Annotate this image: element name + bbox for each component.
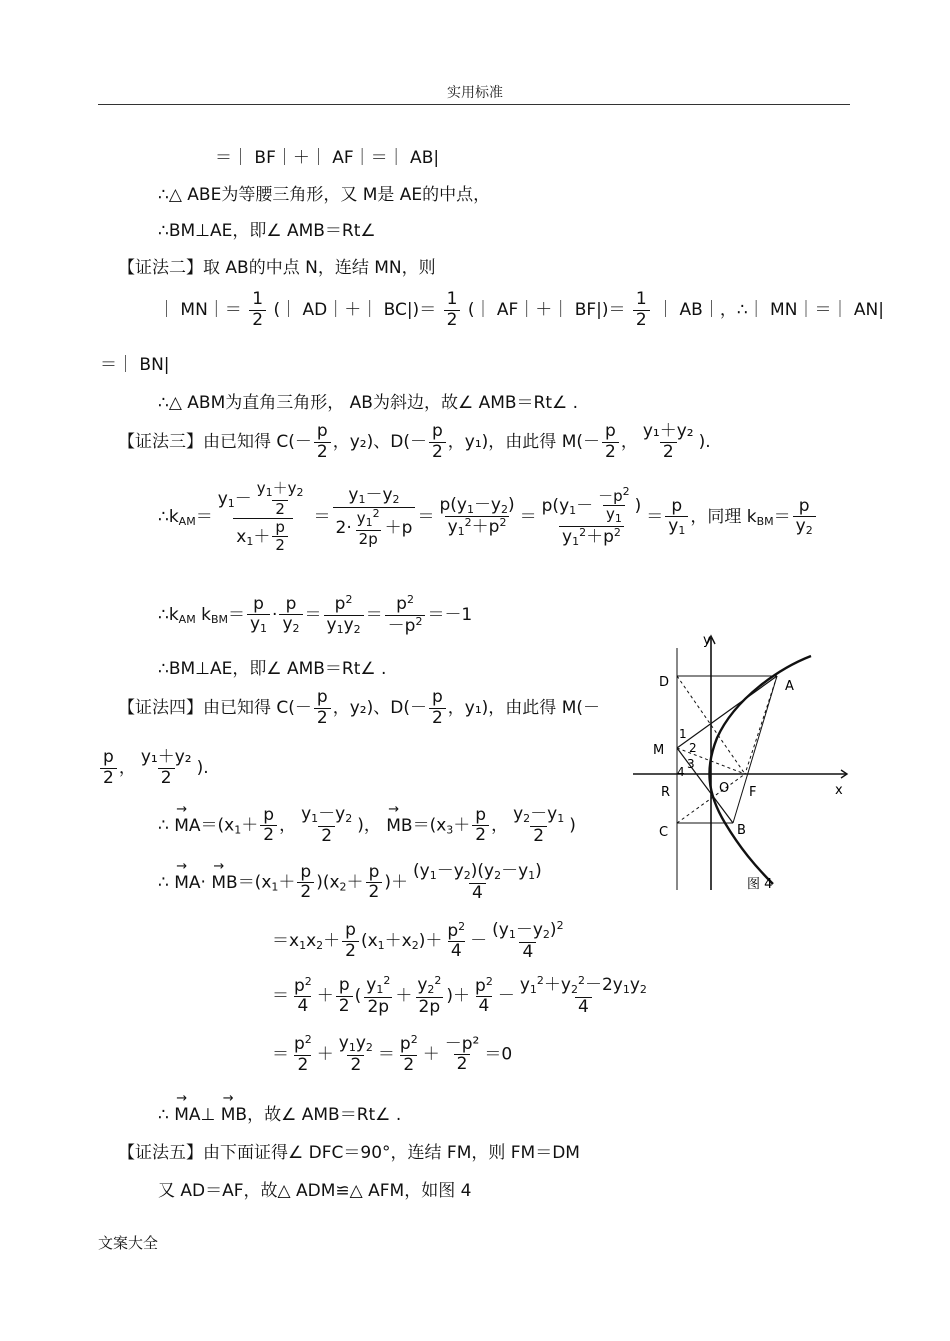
- label-y: y: [703, 633, 711, 648]
- parabola-figure: [625, 628, 857, 898]
- line-ma: [677, 676, 777, 748]
- text-line-7: ∴△ ABM为直角三角形， AB为斜边，故∠ AMB＝Rt∠ .: [158, 393, 579, 413]
- proof5-title: 【证法五】由下面证得∠ DFC＝90°，连结 FM，则 FM＝DM: [118, 1143, 580, 1163]
- eq-line-1: ＝｜ BF｜＋｜ AF｜＝｜ AB|: [215, 148, 440, 168]
- dot-product-line-3: ＝ $\frac{p^2}{4}$ ＋ $\frac{p}{2}$ ( $\frac{y_1^2}{2p}$ ＋ $\frac{y_2^2}{2p}$ )＋ $\frac{p^2}{4}$ － $\frac{y_1^2+y_2^2-2y_1y_2}{4}$: [272, 974, 647, 1017]
- text-line-11: ∴BM⊥AE，即∠ AMB＝Rt∠ .: [158, 659, 387, 679]
- perpendicular-line: ∴ → MA⊥ → MB，故∠ AMB＝Rt∠ .: [158, 1100, 401, 1125]
- text-line-6: ＝｜ BN|: [100, 355, 170, 375]
- proof2-equation: ｜ MN｜＝ $\frac{1}{2}$ (｜ AD｜＋｜ BC|)＝ $\frac{1}{2}$ (｜ AF｜＋｜ BF|)＝ $\frac{1}{2}$ ｜ AB｜，∴｜ MN｜＝｜ AN|: [158, 289, 884, 330]
- label-a: A: [785, 679, 794, 694]
- proof3-title: 【证法三】由已知得 C(－ $\frac{p}{2}$ ，y₂)、D(－ $\frac{p}{2}$ ，y₁)，由此得 M(－ $\frac{p}{2}$ ， $\frac{\text{y₁＋y₂}}{2}$ ).: [118, 421, 711, 462]
- line-ab: [733, 676, 777, 823]
- label-3: 3: [687, 757, 695, 771]
- dot-product-line-1: ∴ → $MA\cdot \to MB=(x_1+$ $\frac{p}{2}$ )($x_2+$ $\frac{p}{2}$ )＋ $\frac{(y_1-y_2)(y_2-y_1)}{4}$: [158, 862, 547, 903]
- dot-product-line-4: ＝ $\frac{p^2}{2}$ ＋ $\frac{y_1y_2}{2}$ ＝ $\frac{p^2}{2}$ ＋ $\frac{\text{－p²}}{2}$ ＝0: [272, 1033, 513, 1075]
- proof2-title: 【证法二】取 AB的中点 N，连结 MN，则: [118, 258, 436, 278]
- label-2: 2: [689, 741, 697, 755]
- label-f: F: [749, 785, 757, 800]
- page-header: 实用标准: [447, 85, 503, 101]
- label-d: D: [659, 675, 670, 690]
- label-x: x: [835, 783, 843, 798]
- label-r: R: [661, 785, 671, 800]
- parabola-curve: [709, 656, 811, 884]
- proof4-title: 【证法四】由已知得 C(－ $\frac{p}{2}$ ，y₂)、D(－ $\frac{p}{2}$ ，y₁)，由此得 M(－: [118, 687, 601, 728]
- figure-caption: 图 4: [747, 877, 773, 892]
- text-line-2: ∴△ ABE为等腰三角形，又 M是 AE的中点，: [158, 185, 491, 205]
- label-4: 4: [677, 765, 685, 779]
- label-c: C: [659, 825, 669, 840]
- kam-kbm-product: $\therefore k_{AM}$ $k_{BM}=$ $\frac{p}{y_1}$ · $\frac{p}{y_2}$ ＝ $\frac{p^2}{y_1y_2}$ ＝ $\frac{p^2}{-p^2}$ ＝－1: [158, 593, 473, 636]
- page-footer: 文案大全: [98, 1234, 159, 1252]
- header-rule: [98, 104, 850, 105]
- proof4-continued: $\frac{p}{2}$ ， $\frac{\text{y₁＋y₂}}{2}$ ).: [98, 748, 209, 788]
- label-o: O: [719, 781, 730, 796]
- text-line-3: ∴BM⊥AE，即∠ AMB＝Rt∠: [158, 221, 376, 241]
- vectors-ma-mb: ∴ → $MA=(x_1+$ $\frac{p}{2}$ ， $\frac{y_1-y_2}{2}$ )， → $MB=(x_3+$ $\frac{p}{2}$ ， $\frac{y_2-y_1}{2}$ ): [158, 805, 576, 846]
- dot-product-line-2: $=x_1x_2+$ $\frac{p}{2}$ $(x_1+x_2)+$ $\frac{p^2}{4}$ － $\frac{(y_1-y_2)^2}{4}$: [272, 919, 564, 962]
- kam-equation: $\therefore k_{AM}=$ $y_1-$ $\frac{y_1+y_2}{2}$ $x_1+$ $\frac{p}{2}$ ＝ $y_1-y_2$ 2· $\frac{y_1^2}{2p}$ ＋p ＝ $\frac{p(y_1-y_2)}{y_1^2+p^2}$ ＝ $p(y_1-$ $\frac{-p^2}{y_1}$ ) $y_1^2+p^2$ ＝ $\frac{p}{y_1}$ ，同理 $k_{BM}=$ $\frac{p}{y_2}$: [158, 480, 818, 554]
- label-b: B: [737, 823, 746, 838]
- proof5-line-2: 又 AD＝AF，故△ ADM≌△ AFM，如图 4: [158, 1181, 472, 1201]
- label-1: 1: [679, 727, 687, 741]
- label-m: M: [653, 743, 665, 758]
